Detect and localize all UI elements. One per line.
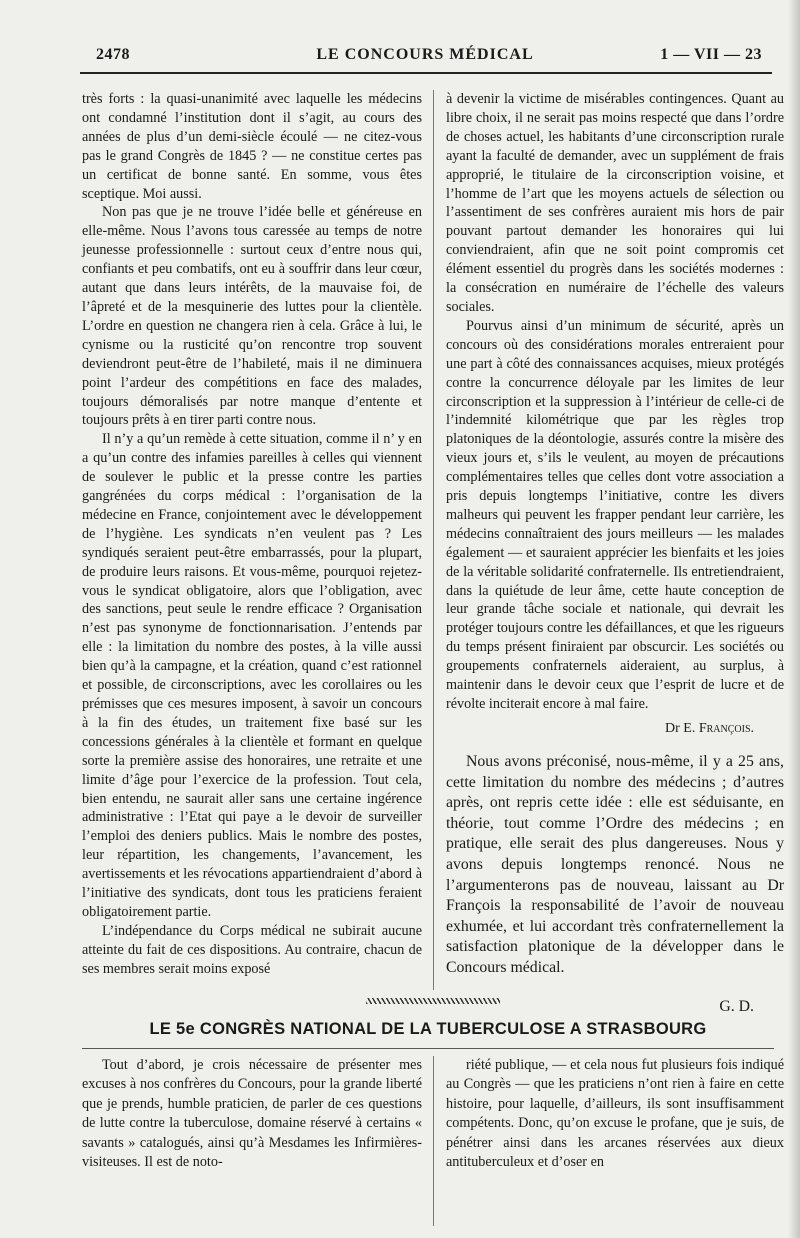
left-paragraph-4: L’indépendance du Corps médical ne subirait aucune atteinte du fait de ces dispositions. Au contraire, chacun de ses membres serait moins exposé [82,922,422,977]
journal-title: LE CONCOURS MÉDICAL [316,46,534,63]
bottom-right-column [446,1056,784,1172]
decorative-ornament [366,998,500,1004]
header-rule [80,72,772,74]
left-paragraph-2: Non pas que je ne trouve l’idée belle et généreuse en elle-même. Nous l’avons tous caressée au temps de notre jeunesse professionnelle : surtout ceux d’entre nous qui, confiants et peu combatifs, ont eu à souffrir dans leur cœur, autant que dans leurs intérêts, de la mauvaise foi, de l’âpreté et de la mesquinerie des luttes pour la clientèle. L’ordre en question ne changera rien à cela. Grâce à lui, le cynisme ou la rusticité qu’on rencontre trop souvent deviendront peut-être de l’habileté, mais il ne diminuera point l’ardeur des compétitions en face des malades, toujours démoralisés par notre manque d’entente et toujours prêts à en tirer parti contre nous. [82,204,422,429]
author-signature [446,720,784,739]
bottom-left-text: Tout d’abord, je crois nécessaire de présenter mes excuses à nos confrères du Concours, pour la grande liberté que je prends, humble praticien, de parler de ces questions de lutte contre la tuberculose, domaine réservé à certains « savants » catalogués, ainsi qu’à Mesdames les Infirmières-visiteuses. Il est de noto- [82,1057,422,1171]
page-edge-shadow [788,0,800,1238]
page-header [80,46,770,70]
editorial-text: Nous avons préconisé, nous-même, il y a 25 ans, cette limitation du nombre des médecins ; d’autres après, ont repris cette idée : elle est séduisante, en théorie, tout comme l’Ordre des médecins ; en pratique, elle serait des plus dangereuses. Nous y avons depuis longtemps renoncé. Nous ne l’argumenterons pas de nouveau, laissant au Dr François la responsabilité de l’avoir de nouveau exhumée, et lui accordant très confraternellement la satisfaction platonique de la développer dans le Concours médical. [446,753,784,976]
bottom-column-divider [433,1056,434,1226]
right-column [446,90,784,739]
column-divider [433,90,434,990]
issue-date: 1 — VII — 23 [660,46,762,63]
bottom-left-column [82,1056,422,1172]
page-number: 2478 [96,46,130,63]
left-column [82,90,422,979]
right-paragraph-1: à devenir la victime de misérables contingences. Quant au libre choix, il ne serait pas moins respecté que dans l’ordre de choses actuel, les habitants d’une circonscription rurale ayant la faculté de demander, avec un supplément de frais approprié, le titulaire de la circonscription voisine, et l’homme de l’art que les moyens actuels de sélection ou l’assentiment de ses confrères auraient mis hors de pair pouvant partout demander les honoraires qui lui conviendraient, afin que ne soit point compromis cet élément essentiel du progrès dans les sociétés modernes : la consécration en numéraire de l’échelle des valeurs sociales. [446,91,784,315]
left-paragraph-1: très forts : la quasi-unanimité avec laquelle les médecins ont condamné l’institution dont il s’agit, au cours des années de plus d’un demi-siècle écoulé — ne citez-vous pas le grand Congrès de 1845 ? — ne constitue certes pas un certificat de bonne santé. En somme, vous êtes sceptique. Moi aussi. [82,91,422,202]
signature-name: E. François. [683,720,754,736]
editorial-signature: G. D. [719,997,754,1015]
section-rule [82,1048,774,1049]
signature-prefix: Dr [664,720,680,736]
right-paragraph-2: Pourvus ainsi d’un minimum de sécurité, après un concours où des considérations morales entreraient pour une part à côté des connaissances acquises, mieux protégés contre la concurrence déloyale par les limites de leur circonscription et la suppression à l’intérieur de celle-ci de l’indemnité kilométrique que par les règles trop platoniques de la déontologie, assurés contre la misère des vieux jours et, s’ils le veulent, au moyen de précautions complémentaires telles que celles dont votre association a pris depuis longtemps l’initiative, contre les divers malheurs qui peuvent les frapper pendant leur carrière, les médecins connaîtraient des jours meilleurs — les malades également — et sauraient apprécier les bienfaits et les joies de la véritable solidarité confraternelle. Ils entretiendraient, dans la quiétude de leur âme, cette haute conception de leur grande tâche sociale et nationale, qui devrait les protéger toujours contre les défaillances, et que les rigueurs du temps présent finiraient par obscurcir. Les sociétés ou groupements confraternels aideraient, au surplus, à maintenir dans le devoir ceux que l’esprit de lucre et de révolte inciterait encore à mal faire. [446,317,784,712]
section-heading: LE 5e CONGRÈS NATIONAL DE LA TUBERCULOSE A STRASBOURG [149,1020,707,1038]
editorial-note [446,752,784,1017]
bottom-right-text: riété publique, — et cela nous fut plusieurs fois indiqué au Congrès — que les praticiens n’ont rien à faire en cette histoire, pour laquelle, d’ailleurs, ils sont insuffisamment compétents. Donc, qu’on excuse le profane, que je suis, de pénétrer ainsi dans les arcanes réservées aux dieux antituberculeux et d’oser en [446,1057,784,1171]
left-paragraph-3: Il n’y a qu’un remède à cette situation, comme il n’ y en a qu’un contre des infamies pareilles à celles qui viennent de soulever le public et la presse contre les parties gangrénées du corps médical : l’organisation de la médecine en France, conjointement avec le développement de l’hygiène. Les syndicats n’en veulent pas ? Les syndiqués seraient peut-être embarrassés, pour la plupart, de produire leurs raisons. Et vous-même, pourquoi rejetez-vous le syndicat obligatoire, alors que l’obligation, avec des sanctions, peut seule le rendre efficace ? Organisation n’est pas synonyme de fonctionnarisation. J’entends par elle : la limitation du nombre des postes, à la ville aussi bien qu’à la campagne, et la création, quand c’est rationnel et possible, de circonscriptions, avec les corollaires ou les prémisses que ces mesures imposent, à savoir un concours à la fin des études, un traitement fixe basé sur les concessions générales à la clientèle et formant en quelque sorte la première assise des honoraires, une retraite et une limite d’âge pour l’exercice de la profession. Tout cela, bien entendu, ne saurait aller sans une certaine ingérence administrative : l’Etat qui paye a le devoir de surveiller l’emploi des deniers publics. Mais le nombre des postes, leur répartition, les changements, l’avancement, les avertissements et les révocations appartiendraient d’abord à l’initiative des syndicats, dont tous les praticiens feraient obligatoirement partie. [82,431,422,920]
